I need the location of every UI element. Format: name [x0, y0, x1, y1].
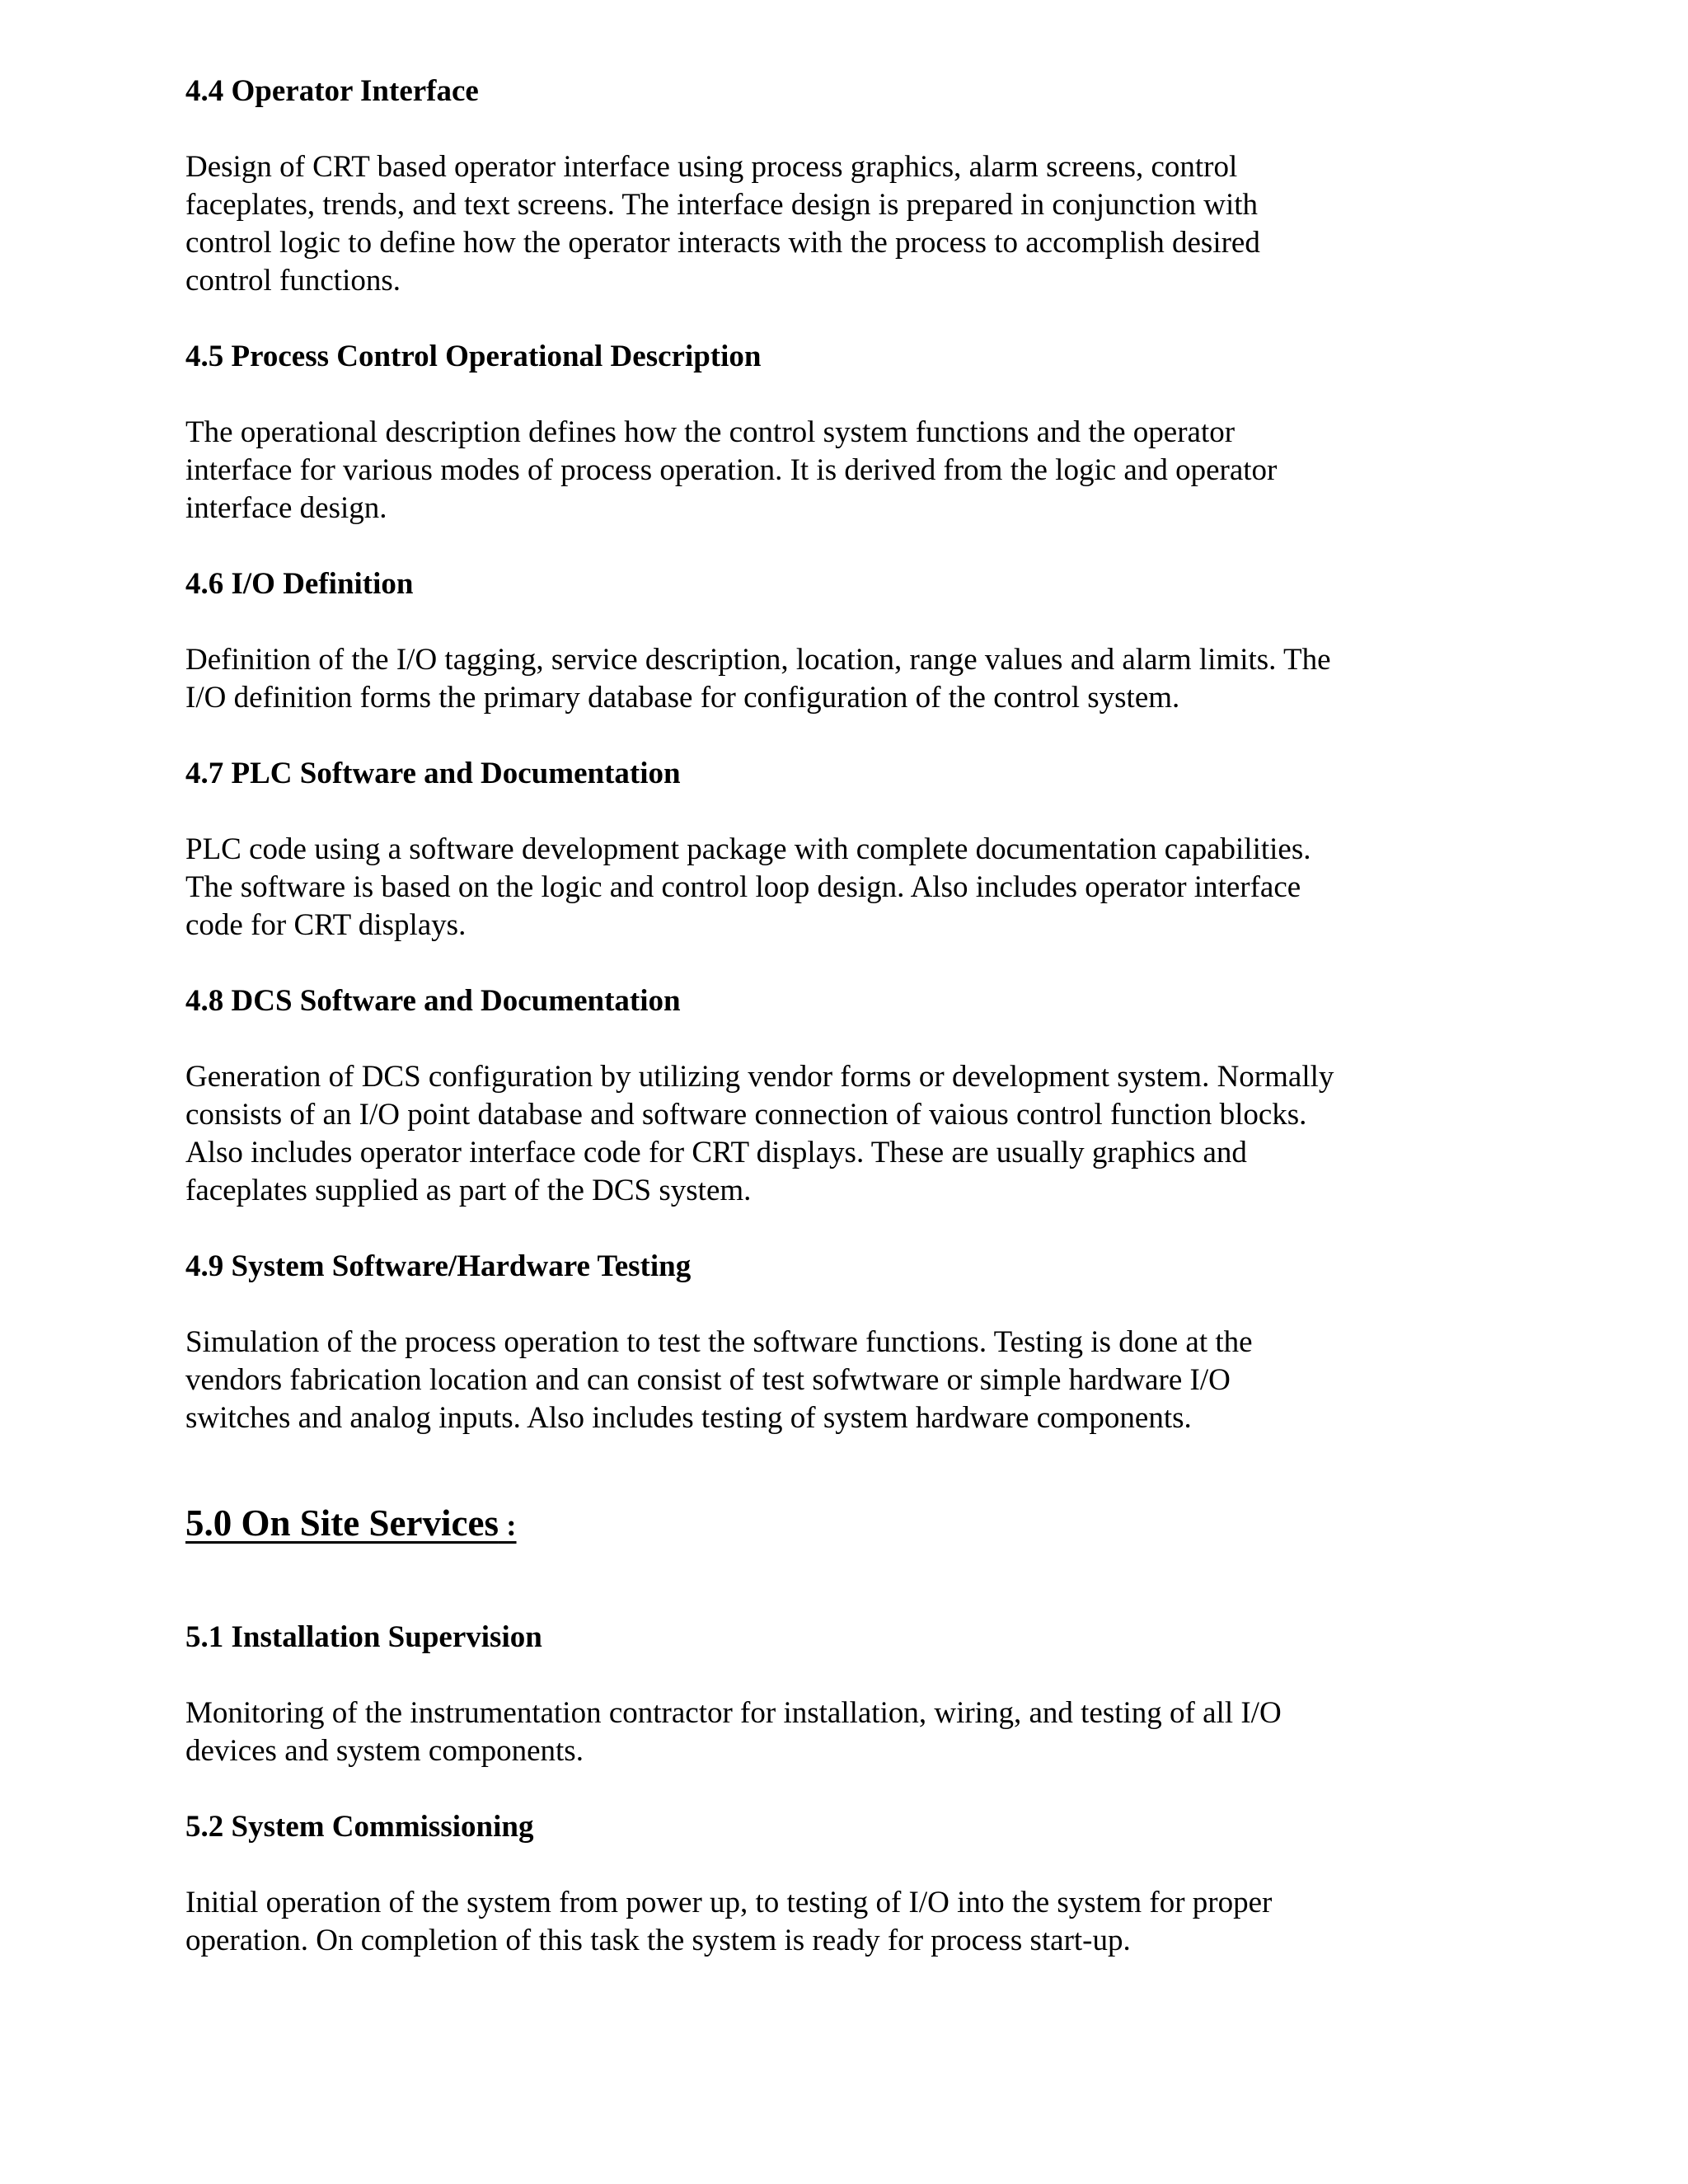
section-heading-4-9: 4.9 System Software/Hardware Testing: [185, 1249, 692, 1283]
section-body-5-1: [185, 1694, 1471, 1770]
section-heading-4-7: 4.7 PLC Software and Documentation: [185, 757, 681, 790]
body-line: The software is based on the logic and control loop design. Also includes operator interface: [185, 870, 1301, 904]
body-line: interface for various modes of process operation. It is derived from the logic and operator: [185, 453, 1278, 487]
section-heading-5-1: 5.1 Installation Supervision: [185, 1620, 542, 1654]
body-line: devices and system components.: [185, 1734, 584, 1768]
body-line: faceplates, trends, and text screens. The interface design is prepared in conjunction with: [185, 188, 1259, 222]
body-line: Generation of DCS configuration by utilizing vendor forms or development system. Normally: [185, 1060, 1334, 1094]
body-line: Design of CRT based operator interface using process graphics, alarm screens, control: [185, 150, 1238, 184]
body-line: operation. On completion of this task the system is ready for process start-up.: [185, 1924, 1131, 1957]
section-heading-4-5: 4.5 Process Control Operational Description: [185, 340, 762, 373]
major-heading-title: 5.0 On Site Services: [185, 1502, 499, 1544]
body-line: Simulation of the process operation to test the software functions. Testing is done at the: [185, 1325, 1253, 1359]
section-body-4-6: [185, 641, 1471, 717]
section-body-5-2: [185, 1884, 1471, 1960]
body-line: I/O definition forms the primary database for configuration of the control system.: [185, 681, 1180, 715]
body-line: control functions.: [185, 264, 401, 298]
body-line: control logic to define how the operator interacts with the process to accomplish desired: [185, 226, 1260, 260]
body-line: Monitoring of the instrumentation contractor for installation, wiring, and testing of all I/O: [185, 1696, 1282, 1730]
body-line: vendors fabrication location and can consist of test sofwtware or simple hardware I/O: [185, 1363, 1231, 1397]
body-line: Initial operation of the system from power up, to testing of I/O into the system for proper: [185, 1886, 1273, 1919]
section-heading-5-2: 5.2 System Commissioning: [185, 1810, 534, 1844]
section-body-4-8: [185, 1058, 1471, 1210]
section-body-4-9: [185, 1324, 1471, 1437]
section-body-4-5: [185, 414, 1471, 527]
body-line: faceplates supplied as part of the DCS system.: [185, 1174, 752, 1207]
body-line: The operational description defines how the control system functions and the operator: [185, 415, 1236, 449]
major-heading-colon: :: [498, 1509, 517, 1543]
section-body-4-4: [185, 148, 1471, 300]
body-line: interface design.: [185, 491, 387, 525]
document-page: [185, 73, 1471, 1960]
body-line: consists of an I/O point database and software connection of vaious control function blocks.: [185, 1098, 1307, 1132]
section-body-4-7: [185, 831, 1471, 944]
body-line: code for CRT displays.: [185, 908, 467, 942]
body-line: switches and analog inputs. Also includes testing of system hardware components.: [185, 1401, 1192, 1435]
body-line: Also includes operator interface code for CRT displays. These are usually graphics and: [185, 1136, 1247, 1169]
major-heading-5-0: [185, 1500, 1471, 1549]
body-line: Definition of the I/O tagging, service description, location, range values and alarm limits. The: [185, 643, 1331, 677]
section-heading-4-4: 4.4 Operator Interface: [185, 74, 479, 108]
section-heading-4-6: 4.6 I/O Definition: [185, 567, 414, 601]
body-line: PLC code using a software development package with complete documentation capabilities.: [185, 832, 1311, 866]
section-heading-4-8: 4.8 DCS Software and Documentation: [185, 984, 681, 1018]
